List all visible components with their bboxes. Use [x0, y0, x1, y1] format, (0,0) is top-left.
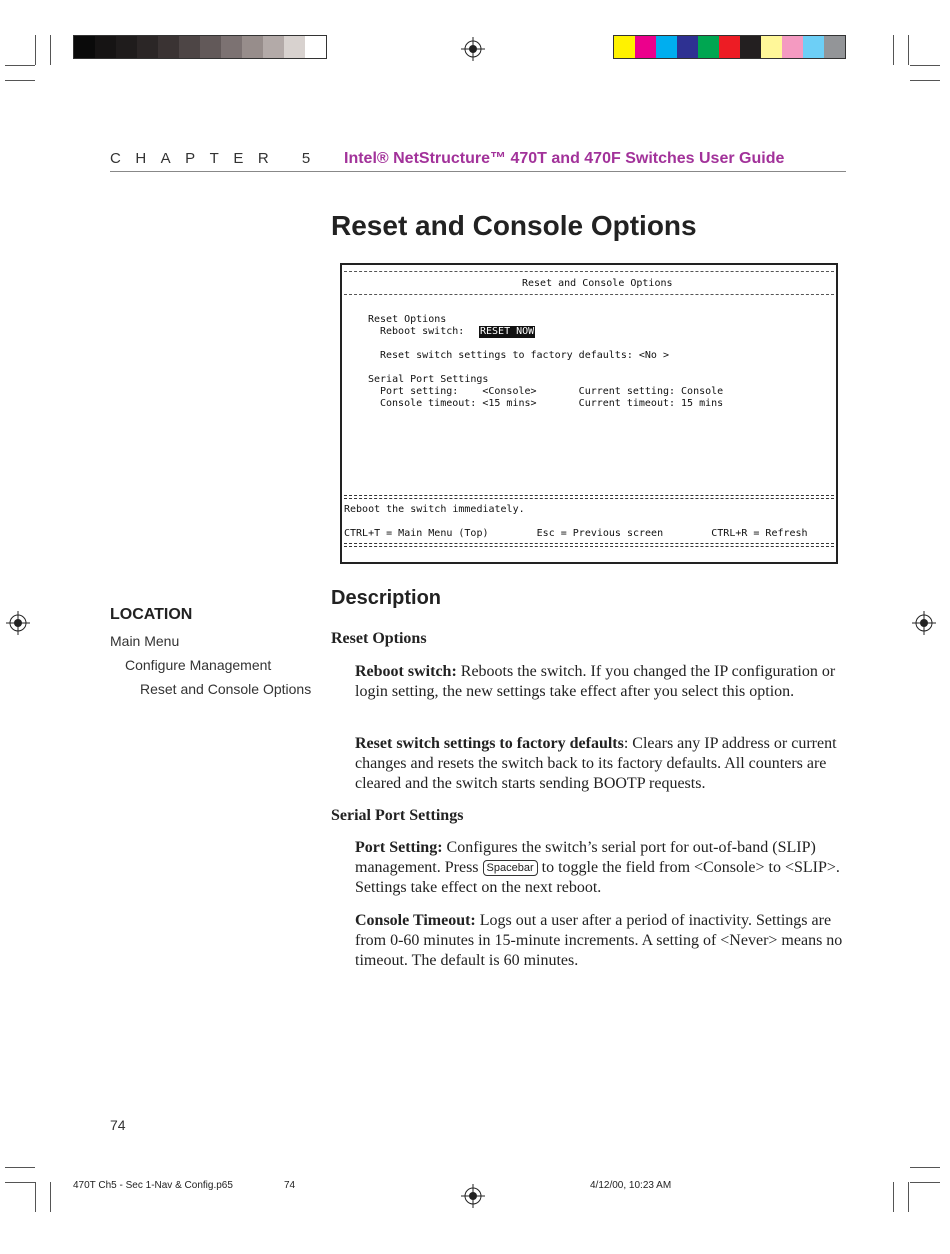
page-number: 74: [110, 1117, 126, 1133]
serial-port-label: Serial Port Settings: [368, 374, 489, 385]
crop-mark: [5, 1182, 35, 1183]
location-main-menu: Main Menu: [110, 633, 180, 649]
definition: to toggle the field from <Console> to <SLIP>. Settings take effect on the next reboot.: [355, 859, 840, 896]
color-swatch: [284, 36, 305, 58]
reset-options-label: Reset Options: [368, 314, 447, 325]
location-reset-console: Reset and Console Options: [140, 681, 312, 697]
color-swatch: [179, 36, 200, 58]
color-swatch: [263, 36, 284, 58]
port-setting-field[interactable]: Port setting: <Console> Current setting: Console: [380, 386, 724, 397]
color-swatch: [614, 36, 635, 58]
crop-mark: [5, 1167, 35, 1168]
crop-mark: [910, 65, 940, 66]
definition: Reboots the switch. If you changed the IP configuration or login setting, the new settings take effect after you select this option.: [355, 663, 836, 700]
chapter-label: CHAPTER 5: [110, 150, 325, 167]
registration-mark-icon: [461, 1184, 485, 1208]
color-swatch: [95, 36, 116, 58]
color-swatch: [656, 36, 677, 58]
guide-title: Intel® NetStructure™ 470T and 470F Switches User Guide: [344, 150, 785, 167]
crop-mark: [910, 1167, 940, 1168]
location-heading: LOCATION: [110, 606, 193, 623]
crop-mark: [35, 35, 36, 65]
definition: Logs out a user after a period of inactivity. Settings are from 0-60 minutes in 15-minute increments. A setting of <Never> means no timeout. The default is 60 minutes.: [355, 912, 843, 969]
color-swatch: [116, 36, 137, 58]
color-calibration-bar: [613, 35, 846, 59]
color-swatch: [824, 36, 845, 58]
crop-mark: [50, 1182, 51, 1212]
color-swatch: [74, 36, 95, 58]
color-swatch: [221, 36, 242, 58]
terminal-title: Reset and Console Options: [522, 278, 673, 289]
definition: Configures the switch’s serial port for out-of-band (SLIP) management. Press: [355, 839, 816, 876]
reboot-switch-label: Reboot switch:: [380, 326, 465, 337]
location-configure-management: Configure Management: [125, 657, 272, 673]
color-swatch: [782, 36, 803, 58]
color-swatch: [158, 36, 179, 58]
header-rule: [110, 171, 846, 172]
reset-now-button[interactable]: RESET NOW: [480, 326, 535, 337]
factory-defaults-field[interactable]: Reset switch settings to factory defaults: <No >: [380, 350, 669, 361]
key-legend: CTRL+T = Main Menu (Top) Esc = Previous screen CTRL+R = Refresh: [344, 528, 808, 539]
registration-mark-icon: [461, 37, 485, 61]
divider: [344, 294, 834, 295]
divider: [344, 271, 834, 272]
color-swatch: [698, 36, 719, 58]
crop-mark: [5, 80, 35, 81]
color-swatch: [740, 36, 761, 58]
console-timeout-field[interactable]: Console timeout: <15 mins> Current timeout: 15 mins: [380, 398, 724, 409]
divider: [344, 543, 834, 547]
term: Reboot switch:: [355, 663, 457, 680]
crop-mark: [910, 1182, 940, 1183]
footer-file: 470T Ch5 - Sec 1-Nav & Config.p65: [73, 1180, 233, 1191]
crop-mark: [908, 1182, 909, 1212]
crop-mark: [35, 1182, 36, 1212]
crop-mark: [908, 35, 909, 65]
footer-page: 74: [284, 1180, 296, 1191]
term: Reset switch settings to factory defaults: [355, 735, 624, 752]
color-swatch: [719, 36, 740, 58]
grayscale-calibration-bar: [73, 35, 327, 59]
footer-timestamp: 4/12/00, 10:23 AM: [590, 1180, 672, 1191]
color-swatch: [803, 36, 824, 58]
color-swatch: [635, 36, 656, 58]
crop-mark: [893, 1182, 894, 1212]
crop-mark: [50, 35, 51, 65]
divider: [344, 495, 834, 499]
color-swatch: [305, 36, 326, 58]
reboot-switch-paragraph: [355, 662, 847, 702]
help-text: Reboot the switch immediately.: [344, 504, 525, 515]
color-swatch: [677, 36, 698, 58]
console-timeout-paragraph: [355, 911, 847, 971]
color-swatch: [137, 36, 158, 58]
port-setting-paragraph: [355, 838, 847, 898]
color-swatch: [200, 36, 221, 58]
registration-mark-icon: [6, 611, 30, 635]
description-heading: Description: [331, 587, 442, 609]
registration-mark-icon: [912, 611, 936, 635]
reset-options-heading: Reset Options: [331, 630, 427, 647]
crop-mark: [893, 35, 894, 65]
terminal-screenshot: [340, 263, 838, 564]
serial-port-heading: Serial Port Settings: [331, 807, 464, 824]
spacebar-key-icon: Spacebar: [483, 860, 538, 876]
term: Port Setting:: [355, 839, 443, 856]
term: Console Timeout:: [355, 912, 476, 929]
color-swatch: [242, 36, 263, 58]
color-swatch: [761, 36, 782, 58]
page-title: Reset and Console Options: [331, 210, 697, 241]
factory-defaults-paragraph: [355, 734, 847, 794]
crop-mark: [5, 65, 35, 66]
crop-mark: [910, 80, 940, 81]
definition: : Clears any IP address or current changes and resets the switch back to its factory defaults. All counters are cleared and the switch starts sending BOOTP requests.: [355, 735, 837, 792]
